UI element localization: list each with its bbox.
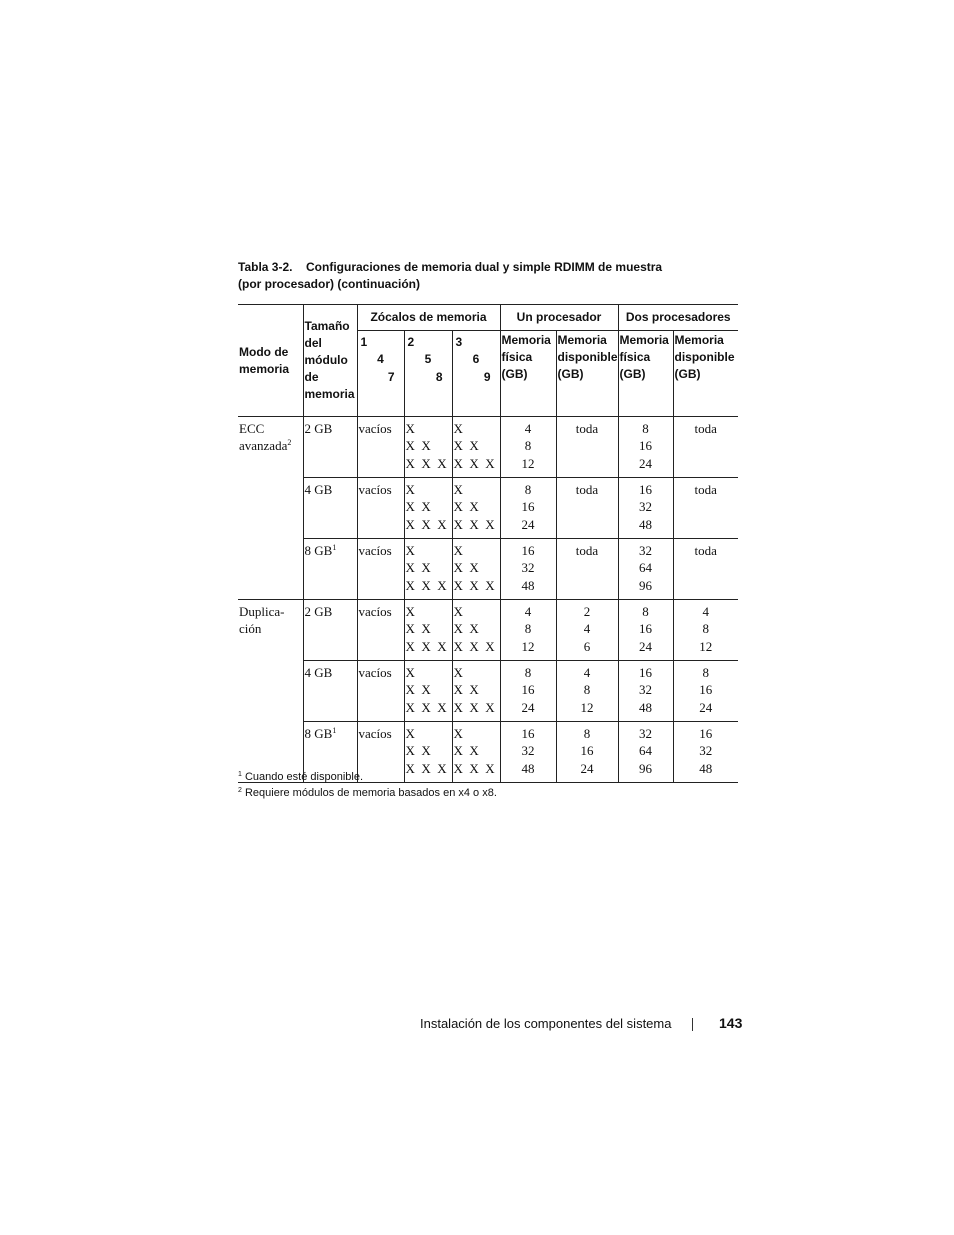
cell-line: 24 <box>521 699 535 715</box>
caption-title-line2: (por procesador) (continuación) <box>238 277 421 291</box>
footer-section-title: Instalación de los componentes del sistema <box>420 1016 672 1031</box>
header-modo: Modo de memoria <box>238 305 303 417</box>
cell-line: 4 <box>702 604 709 619</box>
cell-line: X X X <box>405 455 447 471</box>
module-size-cell: 4 GB <box>303 661 357 722</box>
slot-col-1-cell: vacíos <box>357 661 404 722</box>
cell-line: X <box>405 604 415 619</box>
cell-line: X X <box>453 560 479 576</box>
cell-line: 4 <box>583 665 591 680</box>
available-memory-1-cell <box>556 600 618 661</box>
cell-line: 16 <box>521 543 535 558</box>
cell-line: toda <box>575 482 599 497</box>
cell-line: 16 <box>521 682 535 698</box>
cell-line: X X X <box>453 638 495 654</box>
cell-line: 32 <box>639 726 652 741</box>
available-memory-2-cell <box>673 539 738 600</box>
cell-line: toda <box>694 482 717 497</box>
slot-col-2-cell <box>404 661 452 722</box>
cell-line: 48 <box>639 516 652 532</box>
cell-line: X <box>453 726 463 741</box>
available-memory-2-cell <box>673 722 738 783</box>
cell-line: X <box>405 726 415 741</box>
available-memory-1-cell <box>556 722 618 783</box>
table-caption <box>238 259 738 293</box>
physical-memory-1-cell <box>500 600 556 661</box>
header-slot-col-1: 1 4 7 <box>357 331 404 417</box>
physical-memory-2-cell <box>618 478 673 539</box>
footnote-2: $^2$ Requiere módulos de memoria basados en x4 o x8. <box>238 786 497 799</box>
slot-col-1-cell: vacíos <box>357 722 404 783</box>
slot-col-1-cell: vacíos <box>357 539 404 600</box>
cell-line: X X <box>405 499 431 515</box>
physical-memory-2-cell <box>618 417 673 478</box>
cell-line: 48 <box>639 699 652 715</box>
cell-line: 8 <box>524 438 532 454</box>
module-size-cell: 4 GB <box>303 478 357 539</box>
cell-line: toda <box>575 421 599 436</box>
cell-line: X <box>453 543 463 558</box>
header-tamano: Tamaño del módulo de memoria <box>303 305 357 417</box>
cell-line: X <box>405 665 415 680</box>
cell-line: 16 <box>699 726 713 741</box>
cell-line: 8 <box>583 726 591 741</box>
cell-line: toda <box>694 421 717 436</box>
cell-line: X X X <box>405 577 447 593</box>
cell-line: 6 <box>583 638 591 654</box>
slot-col-3-cell <box>452 539 500 600</box>
header-fisica-1: Memoria física (GB) <box>500 331 556 417</box>
table-row <box>238 417 738 478</box>
cell-line: 16 <box>639 665 652 680</box>
cell-line: 12 <box>521 638 535 654</box>
table-row <box>238 478 738 539</box>
slot-col-2-cell <box>404 539 452 600</box>
cell-line: X X <box>405 438 431 454</box>
cell-line: 16 <box>639 621 652 637</box>
slot-col-1-cell: vacíos <box>357 417 404 478</box>
cell-line: X X X <box>405 638 447 654</box>
slot-col-2-cell <box>404 478 452 539</box>
header-disponible-1: Memoria disponible (GB) <box>556 331 618 417</box>
cell-line: 32 <box>639 543 652 558</box>
table-row <box>238 539 738 600</box>
cell-line: X <box>405 543 415 558</box>
physical-memory-1-cell <box>500 661 556 722</box>
cell-line: X <box>453 421 463 436</box>
slot-col-1-cell: vacíos <box>357 600 404 661</box>
slot-col-2-cell <box>404 417 452 478</box>
caption-number: Tabla 3-2. <box>238 260 293 274</box>
cell-line: X X X <box>453 455 495 471</box>
header-fisica-2: Memoria física (GB) <box>618 331 673 417</box>
cell-line: X X X <box>405 516 447 532</box>
cell-line: 64 <box>639 743 652 759</box>
cell-line: 12 <box>580 699 594 715</box>
slot-col-3-cell <box>452 600 500 661</box>
physical-memory-2-cell <box>618 722 673 783</box>
cell-line: X X <box>405 621 431 637</box>
cell-line: X <box>453 604 463 619</box>
memory-mode-cell: ECC avanzada$^2$ <box>238 417 303 600</box>
available-memory-1-cell <box>556 478 618 539</box>
cell-line: toda <box>575 543 599 558</box>
header-disponible-2: Memoria disponible (GB) <box>673 331 738 417</box>
cell-line: 32 <box>639 499 652 515</box>
memory-config-table <box>238 304 738 783</box>
physical-memory-1-cell <box>500 539 556 600</box>
cell-line: 32 <box>639 682 652 698</box>
cell-line: 8 <box>524 621 532 637</box>
footnotes <box>238 770 497 801</box>
header-un-procesador: Un procesador <box>500 305 618 331</box>
cell-line: X X <box>453 682 479 698</box>
cell-line: 32 <box>699 743 713 759</box>
cell-line: 8 <box>524 665 532 680</box>
physical-memory-1-cell <box>500 417 556 478</box>
footer-divider <box>692 1018 693 1031</box>
cell-line: 24 <box>521 516 535 532</box>
cell-line: 12 <box>521 455 535 471</box>
slot-col-2-cell <box>404 600 452 661</box>
cell-line: 16 <box>639 438 652 454</box>
cell-line: X X X <box>405 760 447 776</box>
cell-line: 96 <box>639 760 652 776</box>
cell-line: X X X <box>453 760 495 776</box>
header-zocalos: Zócalos de memoria <box>357 305 500 331</box>
cell-line: X X X <box>405 699 447 715</box>
cell-line: 2 <box>583 604 591 619</box>
cell-line: X X X <box>453 577 495 593</box>
cell-line: 48 <box>699 760 713 776</box>
cell-line: 8 <box>583 682 591 698</box>
cell-line: 16 <box>639 482 652 497</box>
physical-memory-2-cell <box>618 600 673 661</box>
cell-line: X X <box>453 743 479 759</box>
cell-line: 24 <box>699 699 713 715</box>
available-memory-1-cell <box>556 417 618 478</box>
cell-line: X <box>405 482 415 497</box>
cell-line: 16 <box>580 743 594 759</box>
header-slot-col-3: 3 6 9 <box>452 331 500 417</box>
page-number: 143 <box>719 1015 743 1031</box>
caption-title-line1: Configuraciones de memoria dual y simple RDIMM de muestra <box>306 260 663 274</box>
cell-line: 32 <box>521 743 535 759</box>
module-size-cell: 2 GB <box>303 600 357 661</box>
available-memory-1-cell <box>556 539 618 600</box>
cell-line: X X X <box>453 699 495 715</box>
available-memory-2-cell <box>673 661 738 722</box>
cell-line: X X <box>405 560 431 576</box>
cell-line: 4 <box>524 604 532 619</box>
module-size-cell: 8 $GB^1$ <box>303 539 357 600</box>
module-size-cell: 2 GB <box>303 417 357 478</box>
slot-col-3-cell <box>452 417 500 478</box>
cell-line: 48 <box>521 760 535 776</box>
cell-line: X X <box>453 499 479 515</box>
cell-line: 8 <box>642 421 649 436</box>
cell-line: 16 <box>699 682 713 698</box>
cell-line: X <box>453 665 463 680</box>
cell-line: 8 <box>642 604 649 619</box>
cell-line: 4 <box>524 421 532 436</box>
cell-line: 8 <box>702 621 709 637</box>
available-memory-1-cell <box>556 661 618 722</box>
cell-line: X <box>453 482 463 497</box>
cell-line: 24 <box>639 455 652 471</box>
slot-col-3-cell <box>452 478 500 539</box>
cell-line: 16 <box>521 726 535 741</box>
physical-memory-1-cell <box>500 722 556 783</box>
cell-line: X X <box>405 682 431 698</box>
cell-line: 24 <box>639 638 652 654</box>
cell-line: 24 <box>580 760 594 776</box>
header-dos-procesadores: Dos procesadores <box>618 305 738 331</box>
table-row <box>238 600 738 661</box>
cell-line: 96 <box>639 577 652 593</box>
module-size-cell: 8 $GB^1$ <box>303 722 357 783</box>
footnote-1: $^1$ Cuando esté disponible. <box>238 771 363 783</box>
table-row <box>238 661 738 722</box>
available-memory-2-cell <box>673 478 738 539</box>
cell-line: 12 <box>699 638 713 654</box>
slot-col-1-cell: vacíos <box>357 478 404 539</box>
available-memory-2-cell <box>673 600 738 661</box>
physical-memory-2-cell <box>618 539 673 600</box>
cell-line: 32 <box>521 560 535 576</box>
memory-mode-cell: Duplica-ción <box>238 600 303 783</box>
cell-line: 8 <box>524 482 532 497</box>
cell-line: 48 <box>521 577 535 593</box>
cell-line: toda <box>694 543 717 558</box>
cell-line: 8 <box>702 665 709 680</box>
physical-memory-1-cell <box>500 478 556 539</box>
table-body <box>238 417 738 783</box>
cell-line: X <box>405 421 415 436</box>
cell-line: 4 <box>583 621 591 637</box>
available-memory-2-cell <box>673 417 738 478</box>
cell-line: X X <box>405 743 431 759</box>
cell-line: 64 <box>639 560 652 576</box>
physical-memory-2-cell <box>618 661 673 722</box>
cell-line: X X X <box>453 516 495 532</box>
header-slot-col-2: 2 5 8 <box>404 331 452 417</box>
cell-line: X X <box>453 621 479 637</box>
slot-col-3-cell <box>452 661 500 722</box>
cell-line: X X <box>453 438 479 454</box>
cell-line: 16 <box>521 499 535 515</box>
